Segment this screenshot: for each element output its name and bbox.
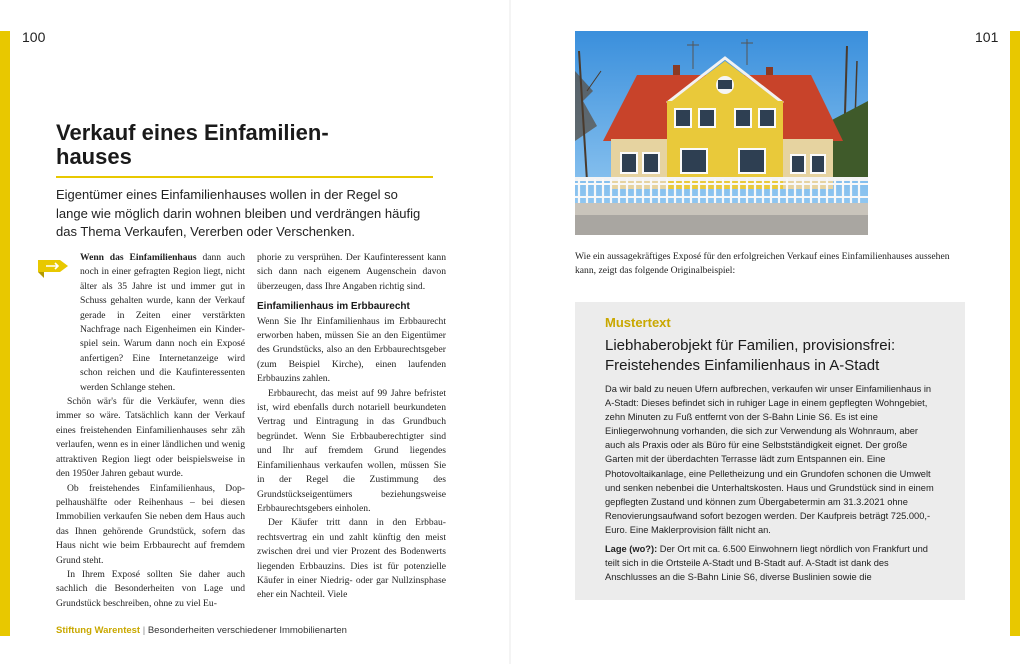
- intro-paragraph: Eigentümer eines Einfamilienhauses wollen in der Regel so lange wie möglich darin wohnen bleiben und verdrängen häufig das Thema Verkaufen, Vererben oder Verschenken.: [56, 187, 421, 239]
- house-illustration: [575, 31, 868, 235]
- body-paragraph: Wenn das Einfamilienhaus dann auch noch in einer gefragten Region liegt, nicht älter als 35 Jahre ist und immer gut in Schuss gehalten wurde, kann der Verkauf gerade in Zeiten einer verstärkten Nachfrage nach Eigenheimen ein Kinderspiel sein. Warum dann noch ein Exposé anfertigen? Eine Internetanzeige wird schon reichen und die Kaufinteressenten werden Schlange stehen.: [80, 252, 245, 393]
- lead-in: Wenn das Einfamilienhaus: [80, 252, 197, 263]
- footer-separator: |: [142, 625, 146, 636]
- sample-lead-in: Lage (wo?):: [605, 544, 658, 555]
- page-footer: [56, 625, 347, 636]
- left-edge-bar: [0, 31, 10, 636]
- sample-heading-line-1: Liebhaberobjekt für Familien, provisionsfrei:: [605, 337, 896, 354]
- body-paragraph: Wenn Sie Ihr Einfamilienhaus im Erbbaurecht erworben haben, müssen Sie an den Eigentümer des Grundstücks, also an den Erbbaurechtsgeber (zum Beispiel Kirche), einen laufenden Erbbauzins zahlen.: [257, 315, 446, 385]
- spread-gutter: [509, 0, 511, 664]
- page-number-right: 101: [975, 29, 999, 45]
- subheading-erbbaurecht: Einfamilienhaus im Erbbaurecht: [257, 301, 410, 313]
- sample-heading-line-2: Freistehendes Einfamilienhaus in A-Stadt: [605, 357, 880, 374]
- sample-paragraph: Lage (wo?): Der Ort mit ca. 6.500 Einwohnern liegt nördlich von Frankfurt und teilt sich in die Ortsteile A-Stadt und B-Stadt auf. A-Stadt ist dank des Anschlusses an die S-Bahn Linie S6, diverse Buslinien sowie die: [605, 544, 928, 583]
- chapter-title-line-2: hauses: [56, 144, 132, 169]
- title-rule: [56, 176, 433, 178]
- body-paragraph: Der Käufer tritt dann in den Erbbaurechtsvertrag ein und zahlt künftig den meist zwischen drei und vier Prozent des Bodenwerts liegenden Erbbauzins. Dies ist für potenzielle Käufer in einer Niedrig- oder gar Nullzinsphase eher ein Nachteil. Viele: [257, 517, 446, 601]
- body-paragraph: Schön wär's für die Verkäufer, wenn dies immer so wäre. Tatsächlich kann der Verkauf eines freistehenden Einfamilienhauses sehr zäh verlaufen, wenn es in einer ländlichen und wenig attraktiven Region liegt oder beispielsweise in den 1950er Jahren gebaut wurde.: [56, 396, 245, 480]
- sample-heading: [605, 336, 935, 376]
- body-column-left: [56, 251, 245, 611]
- page-number-left: 100: [22, 29, 46, 45]
- photo-caption: Wie ein aussagekräftiges Exposé für den erfolgreichen Verkauf eines Einfamilienhauses aussehen kann, zeigt das folgende Originalbeispiel:: [575, 251, 950, 277]
- footer-section: Besonderheiten verschiedener Immobilienarten: [147, 625, 347, 636]
- house-photo: [575, 31, 868, 235]
- body-paragraph: phorie zu versprühen. Der Kaufinteressent kann sich dann nach eigenem Augenschein davon überzeugen, dass Ihre Angaben richtig sind.: [257, 252, 446, 292]
- body-paragraph: Ob freistehendes Einfamilienhaus, Doppelhaushälfte oder Reihenhaus – bei diesen Immobilien verkaufen Sie neben dem Haus auch das Ihnen gehörende Grundstück, sofern das Haus nicht wie beim Erbbaurecht auf fremdem Grund steht.: [56, 482, 245, 566]
- body-paragraph: Erbbaurecht, das meist auf 99 Jahre befristet ist, wird ebenfalls durch notariell beurkundeten Vertrag und Eintragung in das Grundbuch begründet. Wenn Sie Erbbauberechtigter sind und Ihr auf fremdem Grund liegendes Einfamilienhaus verkaufen wollen, müssen Sie in der Regel die Zustimmung des Grundstückseigentümers beziehungsweise Erbbaurechtsgebers einholen.: [257, 387, 446, 514]
- sample-label: Mustertext: [605, 315, 671, 330]
- body-column-right: [257, 251, 446, 603]
- sample-paragraph: Da wir bald zu neuen Ufern aufbrechen, verkaufen wir unser Einfamilienhaus in A-Stadt: Dieses befindet sich in ruhiger Lage in einem gepflegten Wohngebiet, zehn Minuten zu Fuß entfernt von der S-Bahn Linie S6. Es ist eine Einliegerwohnung vorhanden, die sich zur Verwendung als Wohnraum, aber auch als Praxis oder als Büro für eine Selbstständigkeit eignet. Der große Garten mit der überdachten Terrasse lädt zum Entspannen ein. Eine Photovoltaikanlage, eine Pelletheizung und ein Grundofen schonen die Umwelt und senken nebenbei die Unterhaltskosten. Haus und Grundstück sind in einem gepflegten Zustand und können zum Übergabetermin am 31.3.2021 ohne Renovierungsaufwand sofort bezogen werden. Der Kaufpreis beträgt 725.000,- Euro. Eine Maklerprovision fällt nicht an.: [605, 384, 934, 535]
- right-edge-bar: [1010, 31, 1020, 636]
- footer-brand: Stiftung Warentest: [56, 625, 141, 636]
- body-paragraph: In Ihrem Exposé sollten Sie daher auch sachlich die Besonderheiten von Lage und Grundstück beschreiben, ohne zu viel Eu-: [56, 568, 245, 609]
- sample-body: [605, 382, 935, 584]
- sample-text-box: [575, 302, 965, 600]
- chapter-title: [56, 121, 436, 169]
- chapter-title-line-1: Verkauf eines Einfamilien-: [56, 120, 329, 145]
